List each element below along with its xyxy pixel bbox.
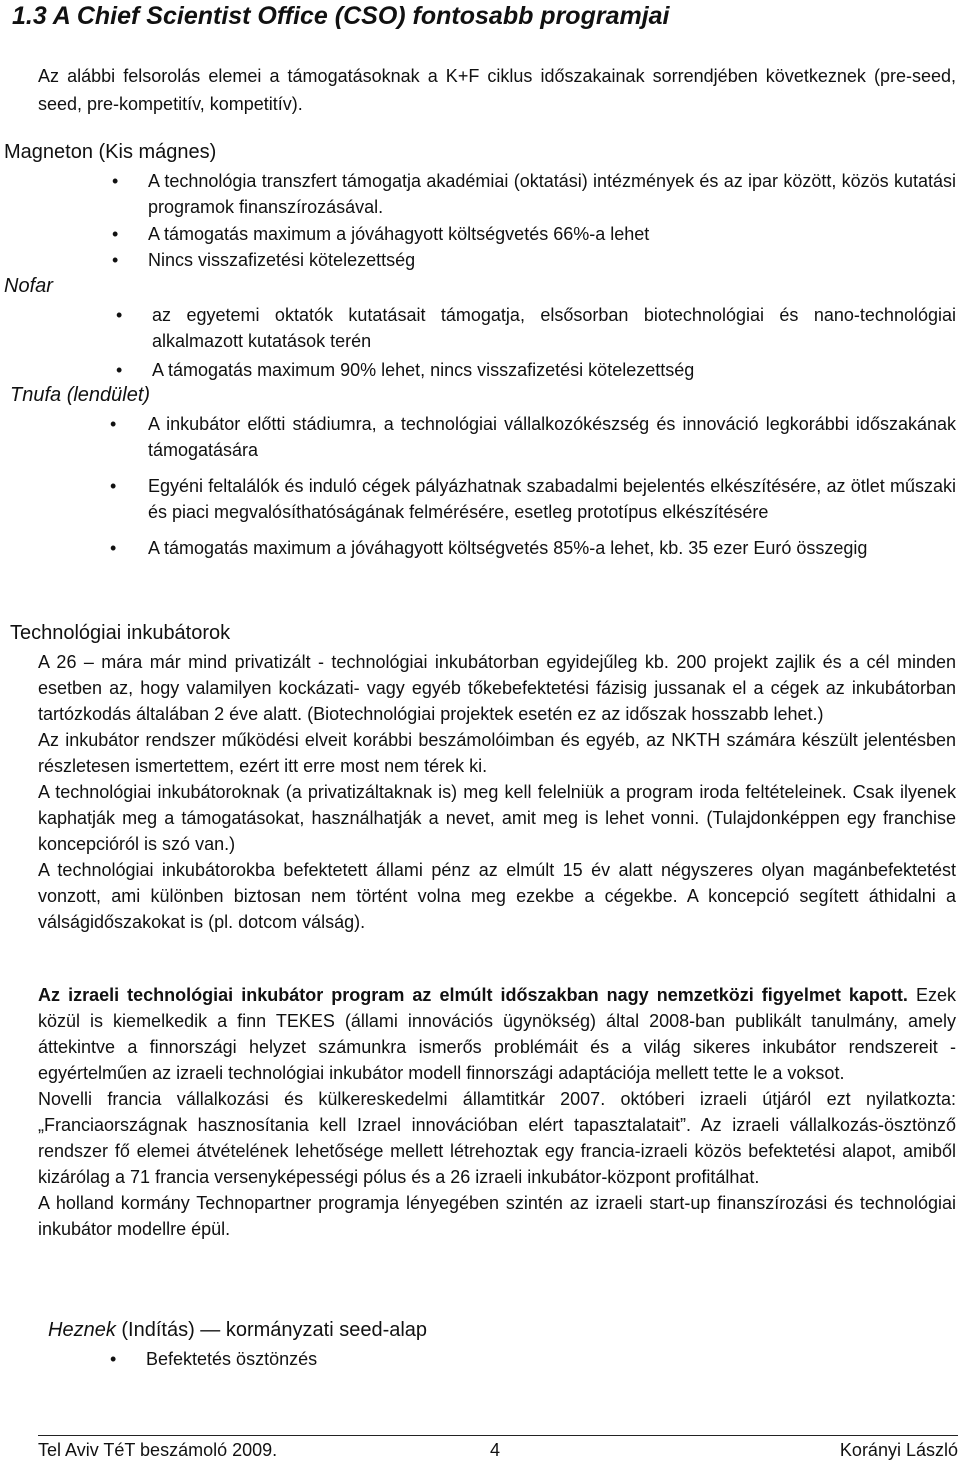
israeli-paragraph-1 — [38, 982, 956, 1086]
bullet-icon: • — [110, 414, 117, 434]
bullet-text: Nincs visszafizetési kötelezettség — [148, 250, 416, 270]
bullet-text: A támogatás maximum a jóváhagyott költségvetés 85%-a lehet, kb. 35 ezer Euró összegig — [148, 538, 868, 558]
heznek-list — [110, 1346, 956, 1372]
tnufa-bullet-3 — [110, 535, 956, 561]
nofar-bullet-1 — [116, 302, 956, 354]
incubators-body — [38, 649, 956, 935]
incubators-paragraph-3: A technológiai inkubátoroknak (a privatizáltaknak is) meg kell felelniük a program iroda feltételeinek. Csak ilyenek kaphatják meg a támogatásokat, használhatják a nevet, amit meg is lehet vonni. (Tulajdonképpen egy franchise koncepcióról is szó van.) — [38, 782, 956, 854]
bullet-icon: • — [112, 171, 119, 191]
footer-right: Korányi László — [839, 1440, 958, 1460]
magneton-list-2 — [112, 221, 956, 273]
bullet-icon: • — [116, 305, 123, 325]
bullet-text: A támogatás maximum a jóváhagyott költségvetés 66%-a lehet — [148, 224, 650, 244]
heznek-heading — [48, 1319, 427, 1342]
heznek-heading-rest: (Indítás) — kormányzati seed-alap — [115, 1319, 428, 1341]
bullet-icon: • — [110, 538, 117, 558]
magneton-heading: Magneton (Kis mágnes) — [4, 141, 217, 163]
incubators-heading: Technológiai inkubátorok — [10, 622, 231, 644]
israeli-bold-lead: Az izraeli technológiai inkubátor program az elmúlt időszakban nagy nemzetközi figyelmet kapott. — [38, 985, 908, 1005]
bullet-icon: • — [110, 476, 117, 496]
page-footer — [38, 1435, 958, 1460]
bullet-icon: • — [116, 360, 123, 380]
bullet-text: Befektetés ösztönzés — [146, 1349, 318, 1369]
intro-paragraph: Az alábbi felsorolás elemei a támogatásoknak a K+F ciklus időszakainak sorrendjében következnek (pre-seed, seed, pre-kompetitív, kompetitív). — [38, 66, 956, 114]
incubators-paragraph-4: A technológiai inkubátorokba befektetett állami pénz az elmúlt 15 év alatt négyszeres olyan magánbefektetést vonzott, ami különben biztosan nem történt volna meg ezekbe a cégekbe. A koncepció segített áthidalni a válságidőszakokat is (pl. dotcom válság). — [38, 860, 956, 932]
bullet-text: Egyéni feltalálók és induló cégek pályázhatnak szabadalmi bejelentés elkészítésére, az ötlet műszaki és piaci megvalósíthatóságának felmérésére, esetleg prototípus elkészítésére — [148, 476, 956, 522]
bullet-text: A inkubátor előtti stádiumra, a technológiai vállalkozókészség és innováció legkorábbi időszakának támogatására — [148, 414, 956, 460]
incubators-paragraph-2: Az inkubátor rendszer működési elveit korábbi beszámolóimban és egyéb, az NKTH számára készült jelentésben részletesen ismertettem, ezért itt erre most nem térek ki. — [38, 730, 956, 776]
nofar-list-2 — [116, 357, 956, 383]
section-title-wrap — [12, 2, 670, 31]
israeli-paragraph-3: A holland kormány Technopartner programja lényegében szintén az izraeli start-up finanszírozási és technológiai inkubátor modellre épül. — [38, 1193, 956, 1239]
bullet-icon: • — [110, 1349, 117, 1369]
magneton-list — [112, 168, 956, 220]
bullet-text: A technológia transzfert támogatja akadémiai (oktatási) intézmények és az ipar között, közös kutatási programok finanszírozásával. — [148, 171, 956, 217]
bullet-text: A támogatás maximum 90% lehet, nincs visszafizetési kötelezettség — [152, 360, 695, 380]
magneton-bullet-1 — [112, 168, 956, 220]
tnufa-bullet-1 — [110, 411, 956, 463]
israeli-paragraph-2: Novelli francia vállalkozási és külkereskedelmi államtitkár 2007. októberi izraeli útjáról ezt nyilatkozta: „Franciaországnak hasznosítania kell Izrael innovációban elért tapasztalatait”. Az izraeli vállalkozás-ösztönző rendszer fő elemei átvételének lehetősége mellett létrehoztak egy francia-izraeli közös befektetési alapot, amiből kizárólag a 71 francia versenyképességi pólus és a 26 izraeli inkubátor-központ profitálhat. — [38, 1089, 956, 1187]
magneton-bullet-2 — [112, 221, 956, 247]
tnufa-heading: Tnufa (lendület) — [10, 384, 151, 406]
heznek-bullet-1 — [110, 1346, 956, 1372]
incubators-paragraph-1: A 26 – mára már mind privatizált - technológiai inkubátorban egyidejűleg kb. 200 projekt zajlik és a cél minden esetben az, hogy valamilyen kockázati- vagy egyéb tőkebefektetési fázisig jussanak el a cégek az inkubátorban tartózkodás általában 2 éve alatt. (Biotechnológiai projektek esetén ez az időszak hosszabb lehet.) — [38, 652, 956, 724]
heznek-heading-italic: Heznek — [48, 1319, 116, 1341]
bullet-icon: • — [112, 250, 119, 270]
nofar-list — [116, 302, 956, 354]
nofar-heading: Nofar — [4, 275, 53, 297]
bullet-text: az egyetemi oktatók kutatásait támogatja, elsősorban biotechnológiai és nano-technológiai alkalmazott kutatások terén — [152, 305, 956, 351]
section-title: 1.3 A Chief Scientist Office (CSO) fontosabb programjai — [12, 2, 670, 30]
footer-left: Tel Aviv TéT beszámoló 2009. — [38, 1440, 278, 1460]
footer-page-number: 4 — [490, 1440, 501, 1460]
bullet-icon: • — [112, 224, 119, 244]
nofar-bullet-2 — [116, 357, 956, 383]
tnufa-list — [110, 411, 956, 561]
israeli-lead-rest: Ezek közül is kiemelkedik a finn TEKES (állami innovációs ügynökség) által 2008-ban publikált tanulmány, amely áttekintve a finnországi helyzet számunkra ismerős problémáit és a világ sikeres inkubátor rendszereit - egyértelműen az izraeli technológiai inkubátor modell finnországi adaptációja mellett tette le a voksot. — [38, 985, 956, 1083]
tnufa-bullet-2 — [110, 473, 956, 525]
israeli-body — [38, 982, 956, 1242]
magneton-bullet-3 — [112, 247, 956, 273]
